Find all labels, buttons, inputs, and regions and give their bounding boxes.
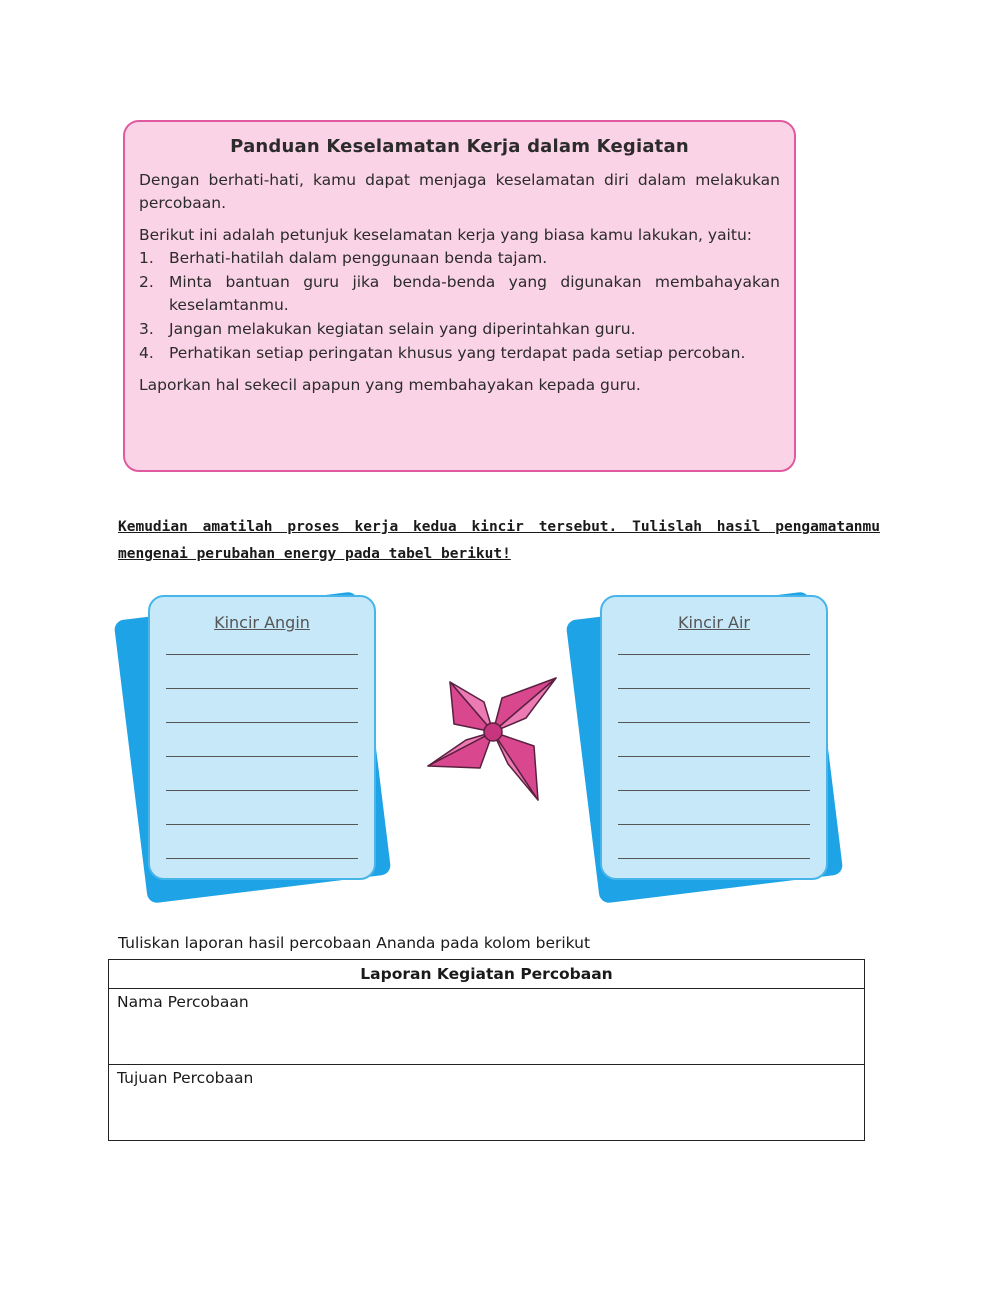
answer-line[interactable] — [166, 654, 358, 655]
safety-guide-box — [123, 120, 796, 472]
safety-guide-item — [139, 247, 780, 270]
card-kincir-angin — [130, 595, 400, 905]
card-title-kincir-air: Kincir Air — [678, 613, 750, 632]
item-number: 4. — [139, 344, 154, 362]
report-cell-tujuan-percobaan[interactable]: Tujuan Percobaan — [109, 1065, 865, 1141]
item-text: Minta bantuan guru jika benda-benda yang digunakan membahayakan keselamtanmu. — [169, 273, 780, 314]
answer-line[interactable] — [618, 756, 810, 757]
safety-guide-title: Panduan Keselamatan Kerja dalam Kegiatan — [230, 136, 689, 157]
safety-guide-lead: Berikut ini adalah petunjuk keselamatan kerja yang biasa kamu lakukan, yaitu: — [139, 226, 752, 244]
pinwheel-icon — [426, 662, 560, 802]
report-table-header: Laporan Kegiatan Percobaan — [109, 960, 865, 989]
answer-line[interactable] — [166, 722, 358, 723]
answer-line[interactable] — [618, 654, 810, 655]
safety-guide-item — [139, 318, 780, 341]
answer-line[interactable] — [166, 824, 358, 825]
item-text: Jangan melakukan kegiatan selain yang diperintahkan guru. — [169, 320, 636, 338]
safety-guide-intro: Dengan berhati-hati, kamu dapat menjaga keselamatan diri dalam melakukan percobaan. — [139, 171, 780, 212]
answer-line[interactable] — [166, 756, 358, 757]
item-number: 3. — [139, 320, 154, 338]
card-kincir-air — [582, 595, 852, 905]
card-title-kincir-angin: Kincir Angin — [214, 613, 310, 632]
table-row — [109, 960, 865, 989]
table-row — [109, 1065, 865, 1141]
item-number: 2. — [139, 273, 154, 291]
card-front — [148, 595, 376, 880]
instruction-text: Kemudian amatilah proses kerja kedua kincir tersebut. Tulislah hasil pengamatanmu mengenai perubahan energy pada tabel berikut! — [118, 519, 880, 562]
answer-line[interactable] — [618, 722, 810, 723]
item-number: 1. — [139, 249, 154, 267]
report-cell-nama-percobaan[interactable]: Nama Percobaan — [109, 989, 865, 1065]
item-text: Perhatikan setiap peringatan khusus yang terdapat pada setiap percoban. — [169, 344, 746, 362]
safety-guide-item — [139, 271, 780, 317]
item-text: Berhati-hatilah dalam penggunaan benda tajam. — [169, 249, 548, 267]
safety-guide-item — [139, 342, 780, 365]
report-caption: Tuliskan laporan hasil percobaan Ananda pada kolom berikut — [118, 934, 591, 952]
card-front — [600, 595, 828, 880]
safety-guide-list — [139, 247, 780, 365]
answer-line[interactable] — [618, 824, 810, 825]
answer-line[interactable] — [166, 790, 358, 791]
table-row — [109, 989, 865, 1065]
report-table — [108, 959, 865, 1141]
answer-line[interactable] — [618, 790, 810, 791]
safety-guide-closing: Laporkan hal sekecil apapun yang membahayakan kepada guru. — [139, 376, 641, 394]
answer-line[interactable] — [618, 688, 810, 689]
answer-line[interactable] — [166, 858, 358, 859]
answer-line[interactable] — [618, 858, 810, 859]
answer-line[interactable] — [166, 688, 358, 689]
